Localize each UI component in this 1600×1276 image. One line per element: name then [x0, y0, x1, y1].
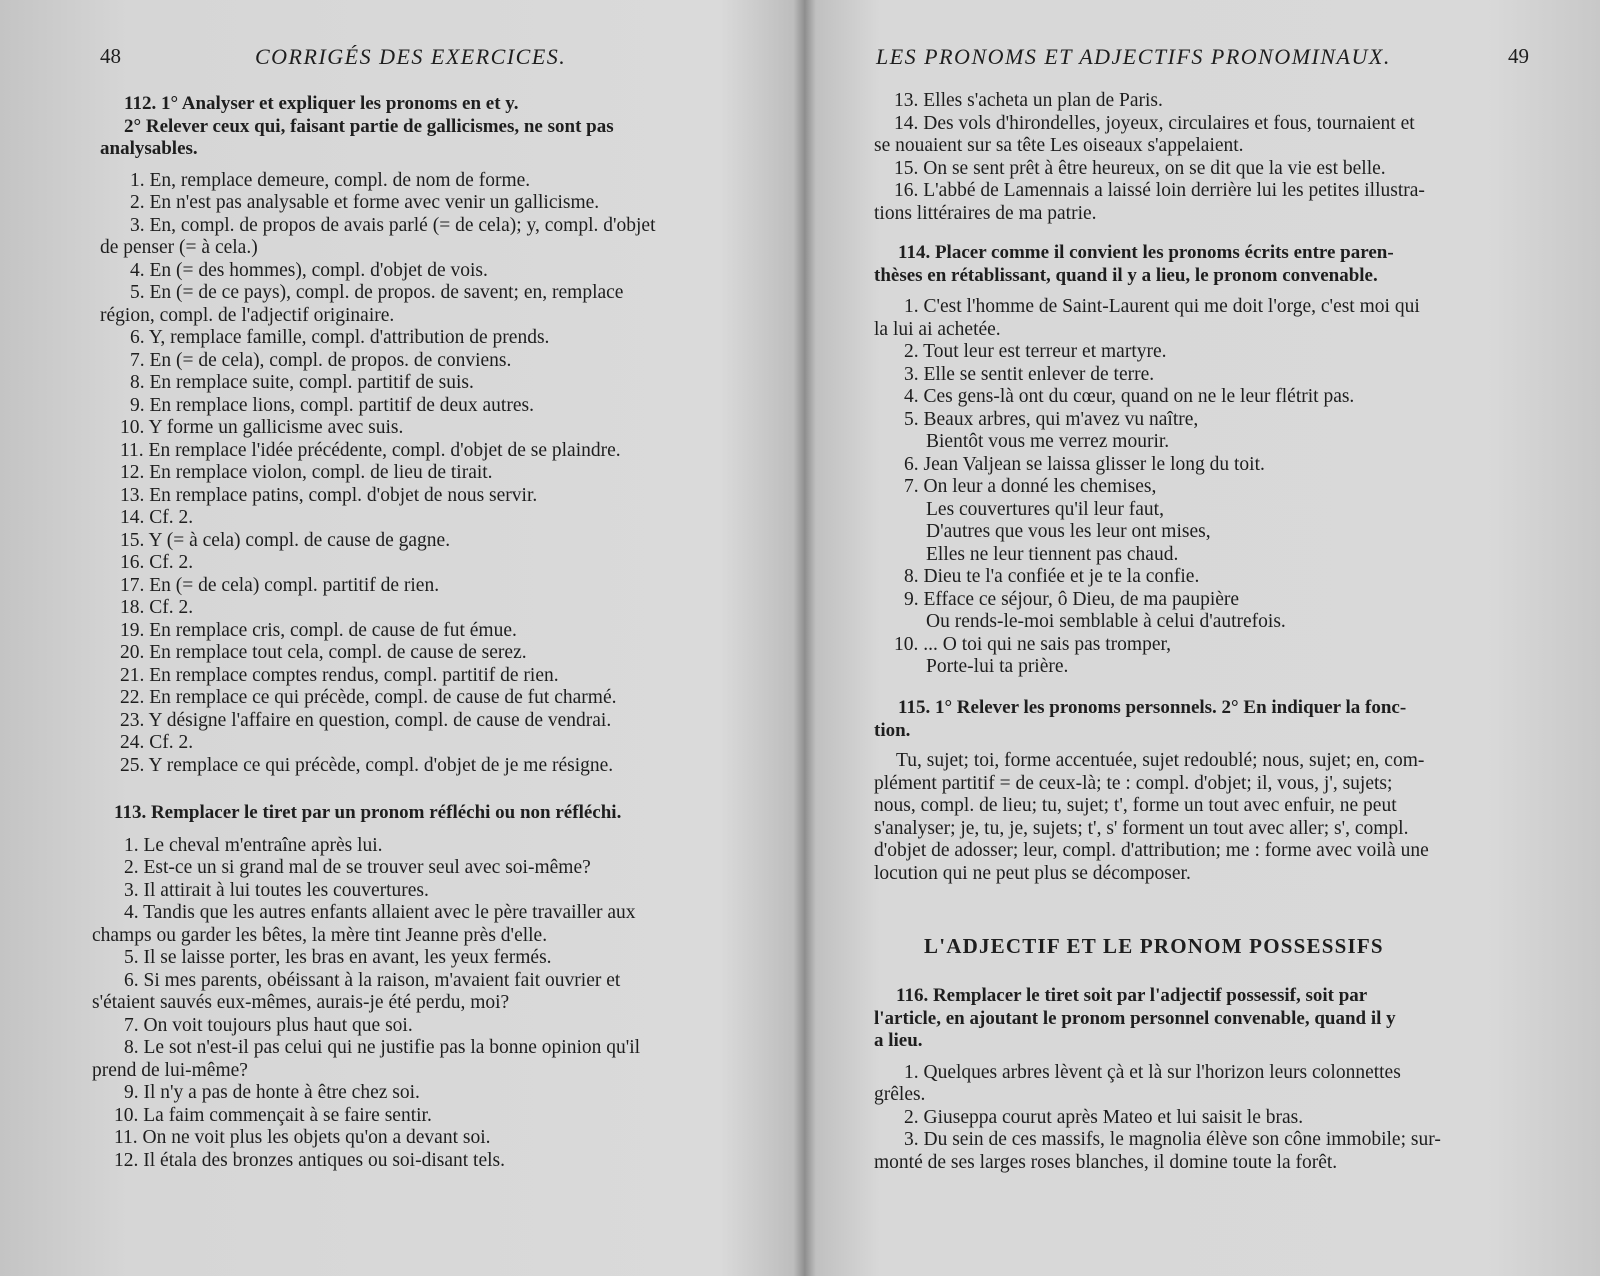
answer-line: Elles ne leur tiennent pas chaud.: [926, 543, 1179, 565]
answer-line: 17. En (= de cela) compl. partitif de rien.: [120, 574, 440, 596]
answer-line: 3. Du sein de ces massifs, le magnolia élève son cône immobile; sur-: [904, 1129, 1441, 1150]
exercise-112: [100, 93, 770, 777]
answer-line: 8. Dieu te l'a confiée et je te la confie.: [904, 566, 1200, 587]
answer-line: 5. En (= de ce pays), compl. de propos. de savent; en, remplace: [130, 282, 624, 303]
exercise-heading: 115. 1° Relever les pronoms personnels. 2° En indiquer la fonc-: [898, 697, 1407, 718]
answer-line: 11. On ne voit plus les objets qu'on a devant soi.: [114, 1127, 491, 1148]
answer-line: 9. En remplace lions, compl. partitif de deux autres.: [130, 394, 534, 416]
answer-line: 22. En remplace ce qui précède, compl. de cause de fut charmé.: [120, 687, 617, 708]
answer-line: 3. Elle se sentit enlever de terre.: [904, 363, 1155, 385]
answer-line: 20. En remplace tout cela, compl. de cause de serez.: [120, 642, 527, 663]
answer-line: 14. Cf. 2.: [120, 507, 194, 528]
answer-line: 9. Efface ce séjour, ô Dieu, de ma paupière: [904, 588, 1240, 610]
answer-line: 14. Des vols d'hirondelles, joyeux, circulaires et fous, tournaient et: [894, 112, 1415, 134]
running-head: LES PRONOMS ET ADJECTIFS PRONOMINAUX.: [876, 44, 1391, 69]
answer-line: 7. En (= de cela), compl. de propos. de conviens.: [130, 349, 512, 371]
exercise-114: [874, 242, 1554, 679]
answer-line: 11. En remplace l'idée précédente, compl. d'objet de se plaindre.: [120, 439, 621, 461]
answer-line: 2. Est-ce un si grand mal de se trouver seul avec soi-même?: [124, 857, 591, 878]
running-head: CORRIGÉS DES EXERCICES.: [255, 44, 567, 69]
exercise-heading: analysables.: [100, 138, 198, 159]
answer-line: grêles.: [874, 1084, 926, 1105]
answer-line: 9. Il n'y a pas de honte à être chez soi.: [124, 1082, 420, 1103]
answer-line: 7. On voit toujours plus haut que soi.: [124, 1014, 413, 1036]
exercise-heading: 114. Placer comme il convient les pronoms écrits entre paren-: [898, 242, 1394, 263]
answer-line: 1. Quelques arbres lèvent çà et là sur l'horizon leurs colonnettes: [904, 1061, 1401, 1083]
exercise-115: [874, 697, 1554, 885]
answer-line: 8. Le sot n'est-il pas celui qui ne justifie pas la bonne opinion qu'il: [124, 1037, 641, 1058]
exercise-heading: 112. 1° Analyser et expliquer les pronoms en et y.: [124, 93, 519, 114]
answer-line: 6. Y, remplace famille, compl. d'attribution de prends.: [130, 327, 550, 348]
section-title: L'ADJECTIF ET LE PRONOM POSSESSIFS: [924, 934, 1384, 958]
answer-line: 19. En remplace cris, compl. de cause de fut émue.: [120, 619, 517, 641]
answer-line: 5. Beaux arbres, qui m'avez vu naître,: [904, 408, 1199, 430]
answer-line: 3. Il attirait à lui toutes les couvertures.: [124, 879, 429, 901]
answer-line: 2. Giuseppa courut après Mateo et lui saisit le bras.: [904, 1106, 1304, 1128]
answer-line: 8. En remplace suite, compl. partitif de suis.: [130, 372, 474, 393]
answer-line: 6. Si mes parents, obéissant à la raison, m'avaient fait ouvrier et: [124, 969, 621, 991]
answer-line: Tu, sujet; toi, forme accentuée, sujet redoublé; nous, sujet; en, com-: [896, 750, 1425, 771]
answer-line: s'analyser; je, tu, je, sujets; t', s' forment un tout avec aller; s', compl.: [874, 817, 1409, 839]
answer-line: Ou rends-le-moi semblable à celui d'autrefois.: [926, 611, 1286, 632]
answer-line: 10. ... O toi qui ne sais pas tromper,: [894, 633, 1172, 655]
page-number: 49: [1508, 44, 1529, 68]
answer-line: s'étaient sauvés eux-mêmes, aurais-je été perdu, moi?: [92, 992, 510, 1013]
answer-line: 7. On leur a donné les chemises,: [904, 476, 1157, 497]
answer-line: Les couvertures qu'il leur faut,: [926, 498, 1164, 520]
exercise-113-continued: [874, 90, 1554, 225]
answer-line: 12. Il étala des bronzes antiques ou soi-disant tels.: [114, 1149, 505, 1171]
answer-line: 15. On se sent prêt à être heureux, on se dit que la vie est belle.: [894, 157, 1386, 179]
answer-line: 10. Y forme un gallicisme avec suis.: [120, 417, 404, 438]
exercise-heading: l'article, en ajoutant le pronom personnel convenable, quand il y: [874, 1007, 1396, 1029]
page-number: 48: [100, 44, 121, 68]
answer-line: 18. Cf. 2.: [120, 597, 194, 618]
answer-line: région, compl. de l'adjectif originaire.: [100, 304, 395, 326]
answer-line: la lui ai achetée.: [874, 318, 1001, 340]
answer-line: nous, compl. de lieu; tu, sujet; t', forme un tout avec enfuir, ne peut: [874, 795, 1397, 816]
answer-line: 4. Tandis que les autres enfants allaient avec le père travailler aux: [124, 902, 636, 923]
answer-line: 2. Tout leur est terreur et martyre.: [904, 341, 1167, 362]
answer-line: 5. Il se laisse porter, les bras en avant, les yeux fermés.: [124, 947, 552, 968]
exercise-113: [92, 802, 770, 1172]
exercise-heading: thèses en rétablissant, quand il y a lieu, le pronom convenable.: [874, 264, 1378, 286]
answer-line: 21. En remplace comptes rendus, compl. partitif de rien.: [120, 664, 559, 686]
exercise-heading: 113. Remplacer le tiret par un pronom réfléchi ou non réfléchi.: [114, 802, 622, 823]
answer-line: Porte-lui ta prière.: [926, 656, 1069, 677]
exercise-heading: 116. Remplacer le tiret soit par l'adjectif possessif, soit par: [896, 985, 1368, 1006]
answer-line: 4. En (= des hommes), compl. d'objet de vois.: [130, 259, 488, 281]
answer-line: 1. C'est l'homme de Saint-Laurent qui me doit l'orge, c'est moi qui: [904, 296, 1420, 317]
exercise-heading: a lieu.: [874, 1030, 923, 1051]
answer-line: 15. Y (= à cela) compl. de cause de gagne.: [120, 529, 451, 551]
answer-line: monté de ses larges roses blanches, il domine toute la forêt.: [874, 1151, 1338, 1173]
answer-line: 12. En remplace violon, compl. de lieu de tirait.: [120, 462, 493, 483]
answer-line: prend de lui-même?: [92, 1059, 248, 1081]
answer-line: 2. En n'est pas analysable et forme avec venir un gallicisme.: [130, 192, 600, 213]
answer-line: d'objet de adosser; leur, compl. d'attribution; me : forme avec voilà une: [874, 840, 1429, 861]
answer-line: 3. En, compl. de propos de avais parlé (= de cela); y, compl. d'objet: [130, 214, 656, 236]
answer-line: 6. Jean Valjean se laissa glisser le long du toit.: [904, 453, 1265, 475]
answer-line: 1. Le cheval m'entraîne après lui.: [124, 834, 383, 856]
answer-line: de penser (= à cela.): [100, 237, 258, 258]
answer-line: 25. Y remplace ce qui précède, compl. d'objet de je me résigne.: [120, 754, 614, 776]
right-page: [818, 0, 1600, 1276]
answer-line: 13. En remplace patins, compl. d'objet de nous servir.: [120, 484, 538, 506]
answer-line: 1. En, remplace demeure, compl. de nom de forme.: [130, 169, 531, 191]
exercise-heading: 2° Relever ceux qui, faisant partie de gallicismes, ne sont pas: [124, 115, 614, 137]
answer-line: plément partitif = de ceux-là; te : compl. d'objet; il, vous, j', sujets;: [874, 772, 1393, 794]
exercise-116: [874, 985, 1554, 1174]
exercise-heading: tion.: [874, 719, 911, 741]
answer-line: 16. Cf. 2.: [120, 552, 194, 573]
answer-line: 4. Ces gens-là ont du cœur, quand on ne le leur flétrit pas.: [904, 386, 1355, 407]
answer-line: 10. La faim commençait à se faire sentir.: [114, 1104, 432, 1126]
answer-line: champs ou garder les bêtes, la mère tint Jeanne près d'elle.: [92, 924, 548, 946]
answer-line: 16. L'abbé de Lamennais a laissé loin derrière lui les petites illustra-: [894, 180, 1425, 201]
answer-line: 23. Y désigne l'affaire en question, compl. de cause de vendrai.: [120, 709, 612, 731]
answer-line: Bientôt vous me verrez mourir.: [926, 431, 1170, 452]
answer-line: 13. Elles s'acheta un plan de Paris.: [894, 90, 1163, 111]
answer-line: se nouaient sur sa tête Les oiseaux s'appelaient.: [874, 135, 1244, 156]
answer-line: tions littéraires de ma patrie.: [874, 202, 1097, 224]
answer-line: locution qui ne peut plus se décomposer.: [874, 862, 1191, 884]
answer-line: D'autres que vous les leur ont mises,: [926, 521, 1211, 542]
answer-line: 24. Cf. 2.: [120, 732, 194, 753]
